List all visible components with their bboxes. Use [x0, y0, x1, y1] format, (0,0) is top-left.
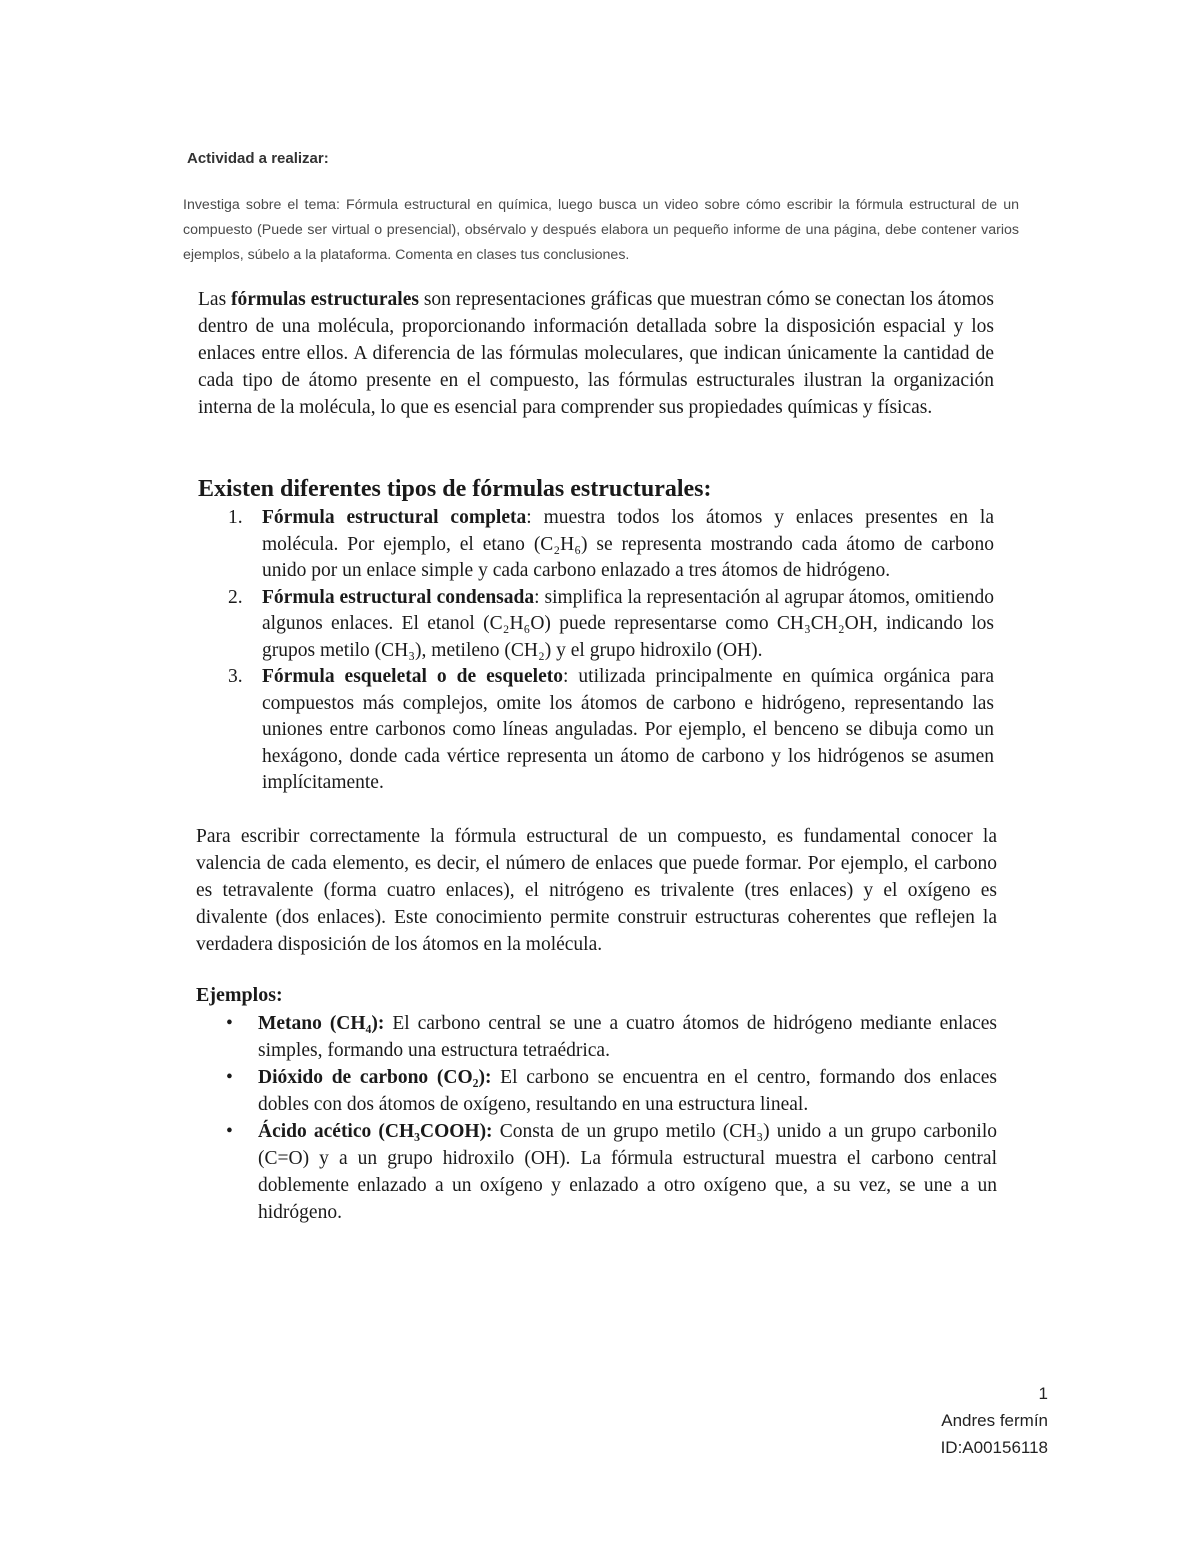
- list-number: 1.: [228, 507, 243, 528]
- list-item-text: : simplifica la representación al agrupar átomos, omitiendo algunos enlaces. El etanol (C₂H₆O) puede representarse como CH₃CH₂OH, indicando los grupos metilo (CH₃), metileno (CH₂) y el grupo hidroxilo (OH).: [262, 586, 994, 661]
- valence-paragraph: Para escribir correctamente la fórmula estructural de un compuesto, es fundamental conocer la valencia de cada elemento, es decir, el número de enlaces que puede formar. Por ejemplo, el carbono es tetravalente (forma cuatro enlaces), el nitrógeno es trivalente (tres enlaces) y el oxígeno es divalente (dos enlaces). Este conocimiento permite construir estructuras coherentes que reflejen la verdadera disposición de los átomos en la molécula.: [196, 826, 997, 955]
- examples-list: [196, 1010, 997, 1226]
- list-item-term: Dióxido de carbono (CO₂):: [258, 1067, 492, 1088]
- list-item-term: Fórmula estructural condensada: [262, 586, 535, 608]
- list-item-text: El carbono central se une a cuatro átomos de hidrógeno mediante enlaces simples, formando una estructura tetraédrica.: [258, 1013, 997, 1061]
- page-footer: [941, 1380, 1048, 1461]
- list-item: [198, 505, 994, 585]
- list-item: [196, 1064, 997, 1118]
- activity-title: Actividad a realizar:: [187, 150, 329, 167]
- author-name: Andres fermín: [941, 1411, 1048, 1430]
- list-item-text: : muestra todos los átomos y enlaces presentes en la molécula. Por ejemplo, el etano (C₂H₆) se representa mostrando cada átomo de carbono unido por un enlace simple y cada carbono enlazado a tres átomos de hidrógeno.: [262, 507, 995, 581]
- page-number: 1: [1038, 1384, 1048, 1403]
- bullet-icon: •: [226, 1013, 233, 1034]
- list-item-text: El carbono se encuentra en el centro, formando dos enlaces dobles con dos átomos de oxígeno, resultando en una estructura lineal.: [258, 1067, 997, 1115]
- intro-paragraph: [198, 286, 994, 421]
- list-item-term: Metano (CH₄):: [258, 1013, 385, 1034]
- intro-text-rest: son representaciones gráficas que muestran cómo se conectan los átomos dentro de una molécula, proporcionando información detallada sobre la disposición espacial y los enlaces entre ellos. A diferencia de las fórmulas moleculares, que indican únicamente la cantidad de cada tipo de átomo presente en el compuesto, las fórmulas estructurales ilustran la organización interna de la molécula, lo que es esencial para comprender sus propiedades químicas y físicas.: [198, 289, 995, 418]
- intro-bold-term: fórmulas estructurales: [231, 289, 419, 310]
- bullet-icon: •: [226, 1067, 233, 1088]
- types-list: [198, 505, 994, 797]
- list-item-text: : utilizada principalmente en química orgánica para compuestos más complejos, omite los átomos de carbono e hidrógeno, representando las uniones entre carbonos como líneas anguladas. Por ejemplo, el benceno se dibuja como un hexágono, donde cada vértice representa un átomo de carbono y los hidrógenos se asumen implícitamente.: [262, 666, 994, 793]
- list-item-text: Consta de un grupo metilo (CH₃) unido a un grupo carbonilo (C=O) y a un grupo hidroxilo (OH). La fórmula estructural muestra el carbono central doblemente enlazado a un oxígeno y enlazado a otro oxígeno que, a su vez, se une a un hidrógeno.: [258, 1121, 997, 1223]
- list-item-term: Fórmula esqueletal o de esqueleto: [262, 666, 564, 687]
- list-number: 2.: [228, 586, 243, 608]
- list-item-term: Fórmula estructural completa: [262, 507, 527, 528]
- examples-heading: Ejemplos:: [196, 984, 283, 1006]
- activity-instructions: Investiga sobre el tema: Fórmula estructural en química, luego busca un video sobre cómo escribir la fórmula estructural de un compuesto (Puede ser virtual o presencial), obsérvalo y después elabora un pequeño informe de una página, debe contener varios ejemplos, súbelo a la plataforma. Comenta en clases tus conclusiones.: [183, 197, 1019, 263]
- list-item: [196, 1118, 997, 1226]
- bullet-icon: •: [226, 1121, 233, 1142]
- types-heading: Existen diferentes tipos de fórmulas estructurales:: [198, 476, 712, 502]
- intro-text-start: Las: [198, 289, 232, 310]
- list-item: [196, 1010, 997, 1064]
- list-item: [198, 664, 994, 797]
- student-id: ID:A00156118: [940, 1438, 1048, 1457]
- list-number: 3.: [228, 666, 243, 687]
- list-item: [198, 585, 994, 665]
- list-item-term: Ácido acético (CH₃COOH):: [258, 1121, 493, 1142]
